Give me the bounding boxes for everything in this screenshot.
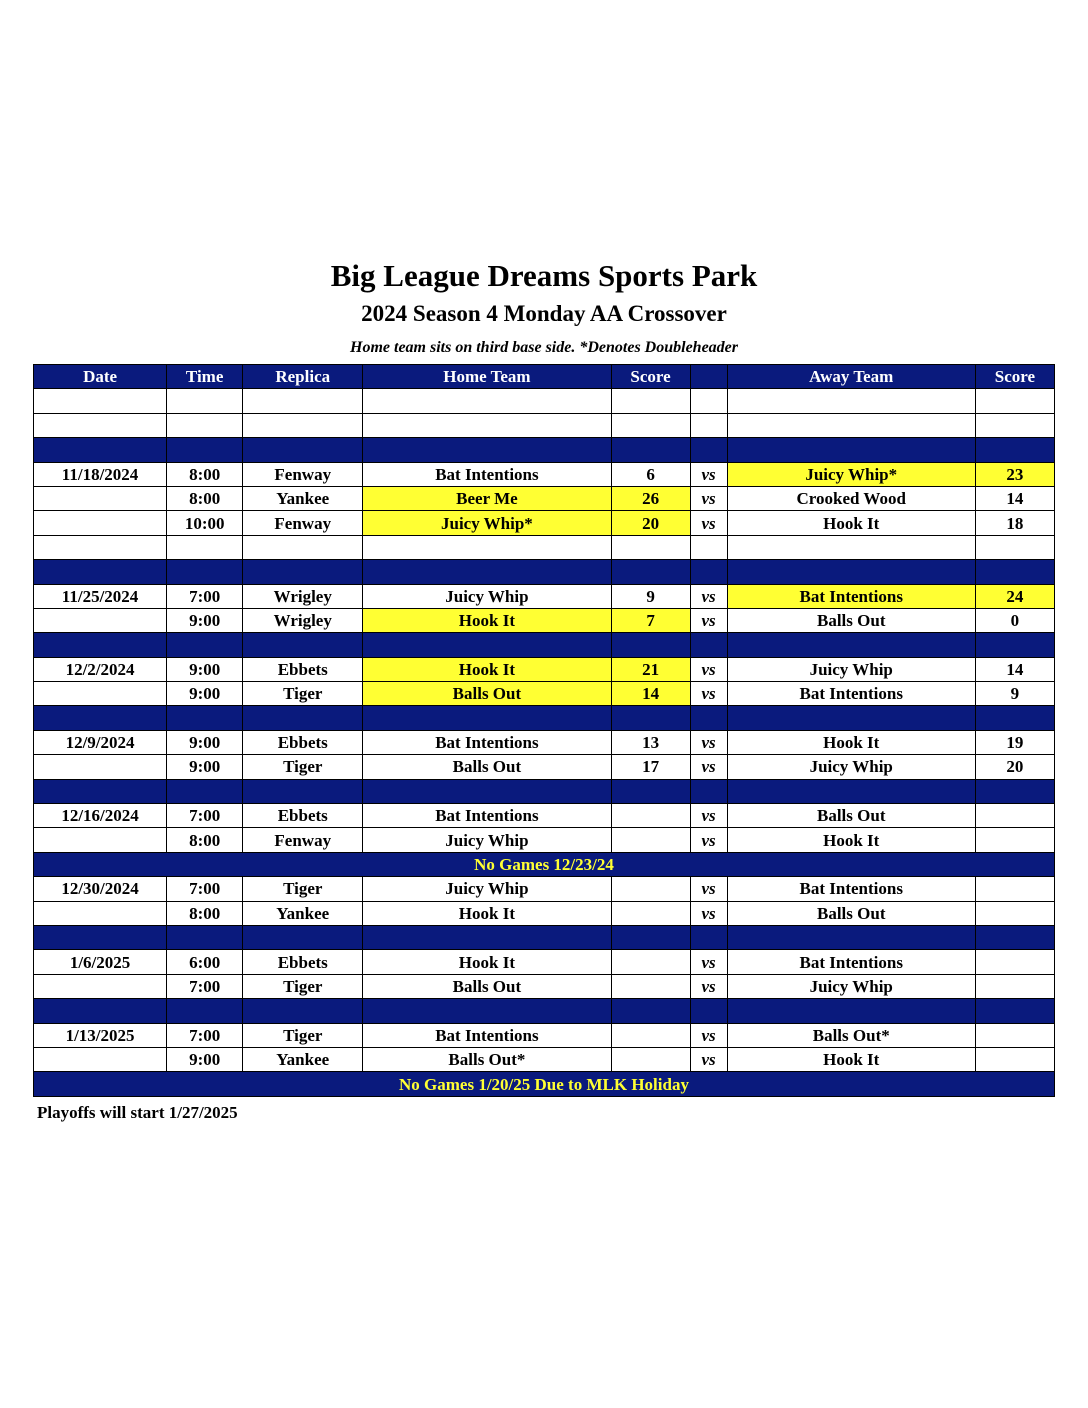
vs-cell	[690, 438, 727, 462]
date-cell: 11/25/2024	[34, 584, 167, 608]
home-team-cell: Juicy Whip	[363, 828, 611, 852]
replica-cell: Tiger	[243, 755, 363, 779]
separator-row	[34, 999, 1055, 1023]
page-subtitle: 2024 Season 4 Monday AA Crossover	[361, 301, 727, 326]
home-score-cell	[611, 633, 690, 657]
away-score-cell: 0	[975, 608, 1054, 632]
date-cell	[34, 828, 167, 852]
away-team-cell: Juicy Whip*	[727, 462, 975, 486]
separator-row	[34, 925, 1055, 949]
away-score-cell: 9	[975, 682, 1054, 706]
separator-row	[34, 438, 1055, 462]
vs-cell	[690, 779, 727, 803]
game-row	[34, 950, 1055, 974]
vs-cell	[690, 389, 727, 413]
away-team-cell: Bat Intentions	[727, 584, 975, 608]
game-row	[34, 486, 1055, 510]
home-team-cell	[363, 389, 611, 413]
vs-cell: vs	[690, 828, 727, 852]
away-score-cell	[975, 389, 1054, 413]
home-score-cell: 13	[611, 730, 690, 754]
time-cell: 9:00	[167, 755, 243, 779]
date-cell	[34, 1047, 167, 1071]
game-row	[34, 974, 1055, 998]
time-cell: 9:00	[167, 682, 243, 706]
away-team-cell	[727, 999, 975, 1023]
away-score-cell	[975, 1047, 1054, 1071]
date-cell	[34, 901, 167, 925]
away-team-cell: Juicy Whip	[727, 657, 975, 681]
time-cell	[167, 633, 243, 657]
replica-cell: Ebbets	[243, 950, 363, 974]
vs-cell	[690, 633, 727, 657]
date-cell	[34, 413, 167, 437]
away-team-cell	[727, 633, 975, 657]
no-games-banner-row	[34, 1072, 1055, 1096]
replica-cell: Tiger	[243, 682, 363, 706]
game-row	[34, 730, 1055, 754]
date-cell	[34, 779, 167, 803]
away-score-cell: 14	[975, 657, 1054, 681]
time-cell	[167, 413, 243, 437]
time-cell: 7:00	[167, 877, 243, 901]
time-cell: 8:00	[167, 462, 243, 486]
away-team-cell: Bat Intentions	[727, 877, 975, 901]
date-cell: 1/6/2025	[34, 950, 167, 974]
home-team-cell: Balls Out	[363, 974, 611, 998]
home-team-cell	[363, 999, 611, 1023]
date-cell	[34, 755, 167, 779]
home-score-cell	[611, 804, 690, 828]
date-cell	[34, 389, 167, 413]
separator-row	[34, 706, 1055, 730]
no-games-banner: No Games 12/23/24	[34, 852, 1055, 876]
home-score-cell: 17	[611, 755, 690, 779]
time-cell	[167, 438, 243, 462]
separator-row	[34, 779, 1055, 803]
vs-cell: vs	[690, 901, 727, 925]
time-cell	[167, 925, 243, 949]
away-score-cell: 24	[975, 584, 1054, 608]
separator-row	[34, 633, 1055, 657]
home-score-cell	[611, 1047, 690, 1071]
date-cell	[34, 974, 167, 998]
home-score-cell	[611, 413, 690, 437]
column-header-away-score: Score	[975, 365, 1054, 389]
away-score-cell	[975, 706, 1054, 730]
column-header-date: Date	[34, 365, 167, 389]
away-team-cell	[727, 560, 975, 584]
home-team-cell: Bat Intentions	[363, 1023, 611, 1047]
replica-cell: Tiger	[243, 974, 363, 998]
game-row	[34, 828, 1055, 852]
empty-row	[34, 413, 1055, 437]
time-cell: 7:00	[167, 1023, 243, 1047]
replica-cell	[243, 779, 363, 803]
home-team-cell: Hook It	[363, 950, 611, 974]
vs-cell: vs	[690, 682, 727, 706]
date-cell	[34, 682, 167, 706]
game-row	[34, 608, 1055, 632]
home-team-cell: Bat Intentions	[363, 804, 611, 828]
home-score-cell	[611, 974, 690, 998]
column-header-home-score: Score	[611, 365, 690, 389]
replica-cell: Fenway	[243, 828, 363, 852]
no-games-banner: No Games 1/20/25 Due to MLK Holiday	[34, 1072, 1055, 1096]
column-header-vs	[690, 365, 727, 389]
date-cell	[34, 608, 167, 632]
vs-cell: vs	[690, 462, 727, 486]
time-cell: 9:00	[167, 657, 243, 681]
home-team-cell	[363, 535, 611, 559]
time-cell	[167, 779, 243, 803]
game-row	[34, 1047, 1055, 1071]
vs-cell: vs	[690, 608, 727, 632]
vs-cell	[690, 560, 727, 584]
away-score-cell	[975, 999, 1054, 1023]
column-header-replica: Replica	[243, 365, 363, 389]
away-score-cell	[975, 877, 1054, 901]
away-score-cell	[975, 804, 1054, 828]
home-team-cell: Bat Intentions	[363, 462, 611, 486]
replica-cell: Ebbets	[243, 730, 363, 754]
vs-cell: vs	[690, 950, 727, 974]
vs-cell: vs	[690, 511, 727, 535]
away-team-cell: Balls Out*	[727, 1023, 975, 1047]
replica-cell	[243, 706, 363, 730]
game-row	[34, 804, 1055, 828]
separator-row	[34, 560, 1055, 584]
away-score-cell: 23	[975, 462, 1054, 486]
replica-cell: Yankee	[243, 1047, 363, 1071]
away-team-cell: Crooked Wood	[727, 486, 975, 510]
home-team-cell: Balls Out	[363, 755, 611, 779]
home-score-cell	[611, 999, 690, 1023]
home-team-cell: Juicy Whip	[363, 877, 611, 901]
home-team-cell	[363, 779, 611, 803]
vs-cell: vs	[690, 730, 727, 754]
vs-cell: vs	[690, 755, 727, 779]
game-row	[34, 877, 1055, 901]
time-cell: 9:00	[167, 608, 243, 632]
game-row	[34, 1023, 1055, 1047]
replica-cell: Tiger	[243, 877, 363, 901]
away-score-cell	[975, 438, 1054, 462]
date-cell	[34, 925, 167, 949]
away-team-cell	[727, 438, 975, 462]
vs-cell	[690, 999, 727, 1023]
replica-cell: Fenway	[243, 462, 363, 486]
home-score-cell: 26	[611, 486, 690, 510]
home-team-cell	[363, 633, 611, 657]
game-row	[34, 462, 1055, 486]
time-cell: 7:00	[167, 974, 243, 998]
replica-cell	[243, 925, 363, 949]
away-score-cell	[975, 413, 1054, 437]
away-team-cell: Bat Intentions	[727, 950, 975, 974]
home-score-cell: 6	[611, 462, 690, 486]
time-cell: 9:00	[167, 1047, 243, 1071]
time-cell: 8:00	[167, 828, 243, 852]
home-score-cell: 14	[611, 682, 690, 706]
away-team-cell	[727, 413, 975, 437]
date-cell: 12/16/2024	[34, 804, 167, 828]
replica-cell	[243, 633, 363, 657]
away-team-cell: Hook It	[727, 730, 975, 754]
home-score-cell	[611, 779, 690, 803]
vs-cell: vs	[690, 584, 727, 608]
date-cell	[34, 511, 167, 535]
away-score-cell	[975, 925, 1054, 949]
date-cell	[34, 633, 167, 657]
home-team-cell	[363, 413, 611, 437]
date-cell: 12/2/2024	[34, 657, 167, 681]
time-cell: 10:00	[167, 511, 243, 535]
date-cell	[34, 486, 167, 510]
schedule-note: Home team sits on third base side. *Denotes Doubleheader	[350, 339, 738, 356]
away-score-cell: 14	[975, 486, 1054, 510]
away-team-cell	[727, 706, 975, 730]
home-score-cell: 20	[611, 511, 690, 535]
home-score-cell	[611, 389, 690, 413]
schedule-table	[33, 364, 1055, 1097]
home-team-cell: Juicy Whip*	[363, 511, 611, 535]
time-cell	[167, 389, 243, 413]
replica-cell: Tiger	[243, 1023, 363, 1047]
home-score-cell	[611, 438, 690, 462]
away-score-cell	[975, 779, 1054, 803]
replica-cell: Ebbets	[243, 804, 363, 828]
header-row	[34, 365, 1055, 389]
game-row	[34, 755, 1055, 779]
replica-cell	[243, 999, 363, 1023]
away-score-cell	[975, 828, 1054, 852]
time-cell	[167, 706, 243, 730]
away-team-cell: Hook It	[727, 511, 975, 535]
time-cell	[167, 560, 243, 584]
replica-cell	[243, 438, 363, 462]
vs-cell	[690, 706, 727, 730]
replica-cell	[243, 560, 363, 584]
home-team-cell: Beer Me	[363, 486, 611, 510]
game-row	[34, 657, 1055, 681]
away-team-cell	[727, 779, 975, 803]
home-score-cell	[611, 706, 690, 730]
date-cell	[34, 706, 167, 730]
home-team-cell: Juicy Whip	[363, 584, 611, 608]
replica-cell	[243, 413, 363, 437]
date-cell: 11/18/2024	[34, 462, 167, 486]
replica-cell	[243, 535, 363, 559]
empty-row	[34, 389, 1055, 413]
game-row	[34, 901, 1055, 925]
away-team-cell: Balls Out	[727, 901, 975, 925]
away-team-cell: Balls Out	[727, 608, 975, 632]
home-team-cell	[363, 560, 611, 584]
playoffs-note: Playoffs will start 1/27/2025	[37, 1103, 238, 1122]
home-score-cell: 9	[611, 584, 690, 608]
vs-cell: vs	[690, 804, 727, 828]
away-score-cell	[975, 1023, 1054, 1047]
date-cell: 1/13/2025	[34, 1023, 167, 1047]
home-score-cell	[611, 560, 690, 584]
column-header-time: Time	[167, 365, 243, 389]
replica-cell: Wrigley	[243, 608, 363, 632]
home-team-cell	[363, 706, 611, 730]
no-games-banner-row	[34, 852, 1055, 876]
vs-cell	[690, 413, 727, 437]
away-team-cell: Juicy Whip	[727, 755, 975, 779]
home-team-cell	[363, 438, 611, 462]
time-cell	[167, 999, 243, 1023]
home-score-cell: 7	[611, 608, 690, 632]
away-score-cell: 19	[975, 730, 1054, 754]
vs-cell: vs	[690, 1023, 727, 1047]
date-cell	[34, 999, 167, 1023]
away-team-cell	[727, 535, 975, 559]
date-cell: 12/9/2024	[34, 730, 167, 754]
home-score-cell	[611, 535, 690, 559]
home-score-cell	[611, 925, 690, 949]
date-cell: 12/30/2024	[34, 877, 167, 901]
replica-cell: Yankee	[243, 486, 363, 510]
vs-cell: vs	[690, 657, 727, 681]
game-row	[34, 511, 1055, 535]
page-title: Big League Dreams Sports Park	[330, 258, 758, 293]
away-team-cell: Juicy Whip	[727, 974, 975, 998]
time-cell: 9:00	[167, 730, 243, 754]
home-score-cell	[611, 877, 690, 901]
vs-cell: vs	[690, 974, 727, 998]
away-team-cell: Bat Intentions	[727, 682, 975, 706]
time-cell: 8:00	[167, 901, 243, 925]
column-header-home-team: Home Team	[363, 365, 611, 389]
date-cell	[34, 535, 167, 559]
column-header-away-team: Away Team	[727, 365, 975, 389]
away-score-cell: 18	[975, 511, 1054, 535]
home-team-cell: Balls Out	[363, 682, 611, 706]
away-score-cell	[975, 974, 1054, 998]
time-cell: 8:00	[167, 486, 243, 510]
game-row	[34, 682, 1055, 706]
replica-cell	[243, 389, 363, 413]
vs-cell: vs	[690, 1047, 727, 1071]
vs-cell: vs	[690, 877, 727, 901]
date-cell	[34, 438, 167, 462]
replica-cell: Ebbets	[243, 657, 363, 681]
home-team-cell: Bat Intentions	[363, 730, 611, 754]
empty-row	[34, 535, 1055, 559]
time-cell: 7:00	[167, 804, 243, 828]
home-score-cell	[611, 950, 690, 974]
vs-cell	[690, 925, 727, 949]
away-team-cell: Hook It	[727, 1047, 975, 1071]
away-team-cell: Balls Out	[727, 804, 975, 828]
home-score-cell: 21	[611, 657, 690, 681]
replica-cell: Wrigley	[243, 584, 363, 608]
vs-cell	[690, 535, 727, 559]
replica-cell: Fenway	[243, 511, 363, 535]
away-score-cell	[975, 535, 1054, 559]
home-score-cell	[611, 1023, 690, 1047]
away-score-cell	[975, 560, 1054, 584]
home-team-cell: Balls Out*	[363, 1047, 611, 1071]
date-cell	[34, 560, 167, 584]
away-score-cell: 20	[975, 755, 1054, 779]
schedule-body	[34, 389, 1055, 1096]
away-team-cell	[727, 925, 975, 949]
vs-cell: vs	[690, 486, 727, 510]
home-score-cell	[611, 901, 690, 925]
away-score-cell	[975, 901, 1054, 925]
time-cell: 6:00	[167, 950, 243, 974]
home-score-cell	[611, 828, 690, 852]
time-cell	[167, 535, 243, 559]
time-cell: 7:00	[167, 584, 243, 608]
game-row	[34, 584, 1055, 608]
away-score-cell	[975, 950, 1054, 974]
home-team-cell: Hook It	[363, 608, 611, 632]
home-team-cell: Hook It	[363, 901, 611, 925]
away-team-cell: Hook It	[727, 828, 975, 852]
away-score-cell	[975, 633, 1054, 657]
home-team-cell: Hook It	[363, 657, 611, 681]
replica-cell: Yankee	[243, 901, 363, 925]
away-team-cell	[727, 389, 975, 413]
home-team-cell	[363, 925, 611, 949]
